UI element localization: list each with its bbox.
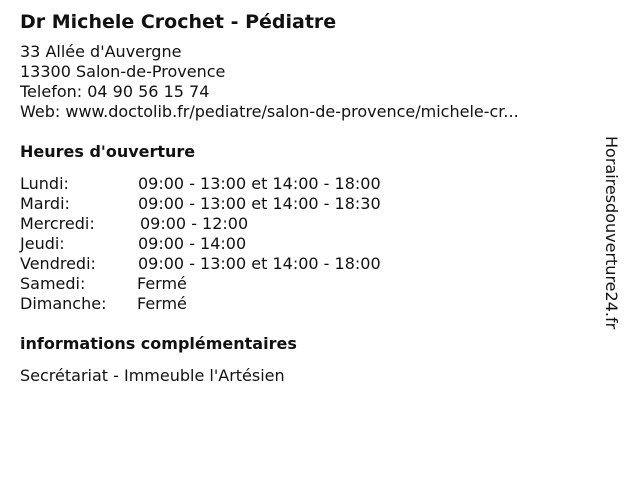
address-line-city: 13300 Salon-de-Provence <box>20 62 226 81</box>
opening-hours-heading: Heures d'ouverture <box>20 142 196 161</box>
website-link[interactable]: Web: www.doctolib.fr/pediatre/salon-de-provence/michele-cr... <box>20 102 519 121</box>
contact-block <box>20 42 600 122</box>
business-name: Dr Michele Crochet - Pédiatre <box>20 11 337 33</box>
day-label: Dimanche: <box>20 294 107 313</box>
day-label: Mercredi: <box>20 214 95 233</box>
additional-info-text: Secrétariat - Immeuble l'Artésien <box>20 366 285 385</box>
time-range: 09:00 - 14:00 <box>138 234 247 253</box>
additional-info-heading: informations complémentaires <box>20 334 297 353</box>
time-range: 09:00 - 13:00 et 14:00 - 18:00 <box>138 174 381 193</box>
day-label: Vendredi: <box>20 254 96 273</box>
time-range: Fermé <box>137 274 187 293</box>
hours-row-thursday <box>20 234 600 254</box>
hours-row-saturday <box>20 274 600 294</box>
phone-number[interactable]: Telefon: 04 90 56 15 74 <box>20 82 210 101</box>
time-range: 09:00 - 12:00 <box>140 214 249 233</box>
address-line-street: 33 Allée d'Auvergne <box>20 42 182 61</box>
day-label: Mardi: <box>20 194 70 213</box>
hours-row-monday <box>20 174 600 194</box>
hours-row-wednesday <box>20 214 600 234</box>
business-card <box>20 8 600 386</box>
site-watermark: Horairesdouverture24.fr <box>602 136 621 330</box>
hours-row-friday <box>20 254 600 274</box>
hours-row-tuesday <box>20 194 600 214</box>
opening-hours-table <box>20 174 600 314</box>
time-range: 09:00 - 13:00 et 14:00 - 18:00 <box>138 254 381 273</box>
day-label: Samedi: <box>20 274 86 293</box>
day-label: Jeudi: <box>20 234 65 253</box>
time-range: Fermé <box>137 294 187 313</box>
hours-row-sunday <box>20 294 600 314</box>
time-range: 09:00 - 13:00 et 14:00 - 18:30 <box>138 194 381 213</box>
day-label: Lundi: <box>20 174 69 193</box>
